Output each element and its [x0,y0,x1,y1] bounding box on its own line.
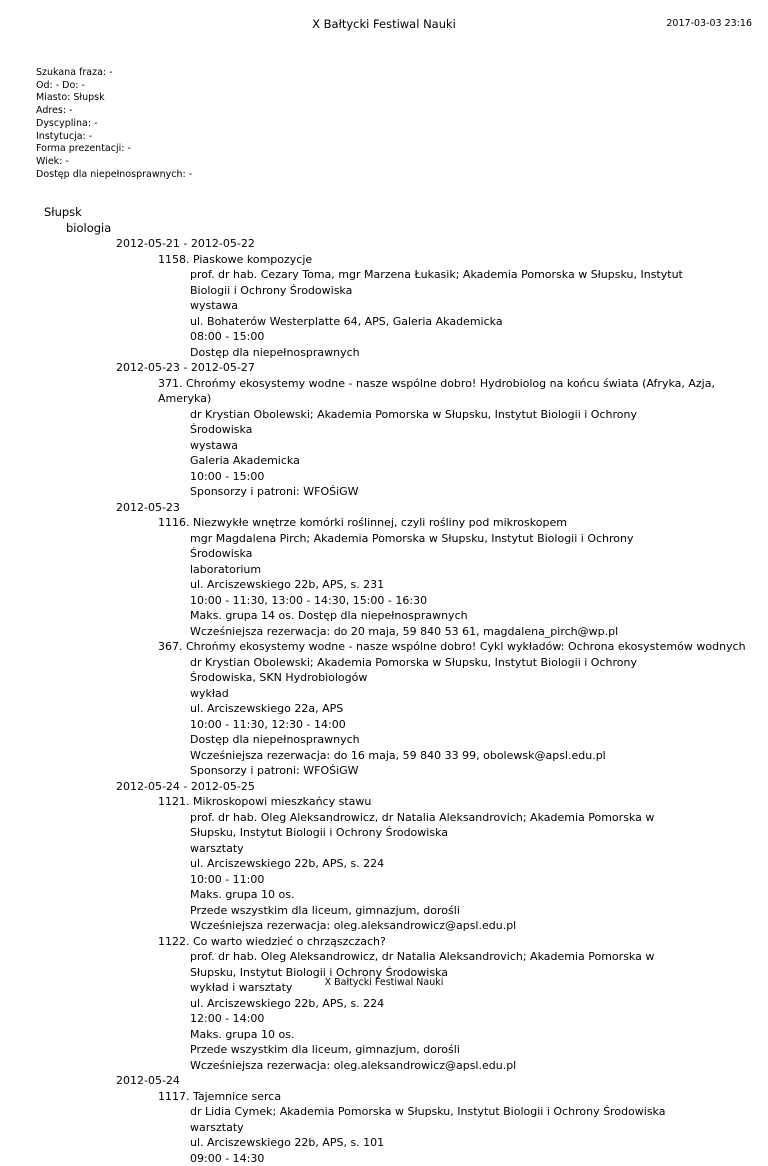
criteria-line: Instytucja: - [36,131,192,144]
event-detail: prof. dr hab. Oleg Aleksandrowicz, dr Natalia Aleksandrovich; Akademia Pomorska w Słupsku, Instytut Biologii i Ochrony Środowiska [0,810,768,841]
event-title: 371. Chrońmy ekosystemy wodne - nasze wspólne dobro! Hydrobiolog na końcu świata (Afryka, Azja, Ameryka) [0,376,768,407]
event-title: 1121. Mikroskopowi mieszkańcy stawu [0,794,768,810]
event-title: 1122. Co warto wiedzieć o chrząszczach? [0,934,768,950]
event-detail: Sponsorzy i patroni: WFOŚiGW [0,484,768,500]
event-title: 1116. Niezwykłe wnętrze komórki roślinnej, czyli rośliny pod mikroskopem [0,515,768,531]
event-detail: ul. Arciszewskiego 22a, APS [0,701,768,717]
event-title: 1117. Tajemnice serca [0,1089,768,1105]
event-detail: laboratorium [0,562,768,578]
criteria-line: Szukana fraza: - [36,67,192,80]
criteria-line: Forma prezentacji: - [36,143,192,156]
criteria-line: Wiek: - [36,156,192,169]
event-detail: 09:00 - 14:30 [0,1151,768,1166]
page-title: X Bałtycki Festiwal Nauki [0,17,768,31]
event-detail: Przede wszystkim dla liceum, gimnazjum, dorośli [0,1042,768,1058]
city-heading: Słupsk [0,204,768,220]
criteria-line: Adres: - [36,105,192,118]
event-title: 367. Chrońmy ekosystemy wodne - nasze wspólne dobro! Cykl wykładów: Ochrona ekosystemów wodnych [0,639,768,655]
date-range: 2012-05-24 - 2012-05-25 [0,779,768,795]
event-detail: dr Krystian Obolewski; Akademia Pomorska w Słupsku, Instytut Biologii i Ochrony Środowiska, SKN Hydrobiologów [0,655,768,686]
event-detail: Sponsorzy i patroni: WFOŚiGW [0,763,768,779]
criteria-line: Dostęp dla niepełnosprawnych: - [36,169,192,182]
event-detail: Wcześniejsza rezerwacja: do 20 maja, 59 840 53 61, magdalena_pirch@wp.pl [0,624,768,640]
event-detail: Wcześniejsza rezerwacja: oleg.aleksandrowicz@apsl.edu.pl [0,1058,768,1074]
event-detail: 10:00 - 11:30, 12:30 - 14:00 [0,717,768,733]
event-detail: 12:00 - 14:00 [0,1011,768,1027]
event-detail: warsztaty [0,1120,768,1136]
generated-timestamp: 2017-03-03 23:16 [666,18,752,29]
search-results [0,204,768,1166]
event-detail: Wcześniejsza rezerwacja: oleg.aleksandrowicz@apsl.edu.pl [0,918,768,934]
event-detail: Dostęp dla niepełnosprawnych [0,732,768,748]
discipline-heading: biologia [0,220,768,236]
date-range: 2012-05-23 [0,500,768,516]
event-detail: ul. Arciszewskiego 22b, APS, s. 224 [0,856,768,872]
event-detail: wystawa [0,298,768,314]
criteria-line: Miasto: Słupsk [36,92,192,105]
event-detail: Wcześniejsza rezerwacja: do 16 maja, 59 840 33 99, obolewsk@apsl.edu.pl [0,748,768,764]
event-detail: wystawa [0,438,768,454]
event-detail: ul. Arciszewskiego 22b, APS, s. 231 [0,577,768,593]
event-detail: dr Krystian Obolewski; Akademia Pomorska w Słupsku, Instytut Biologii i Ochrony Środowiska [0,407,768,438]
event-detail: wykład [0,686,768,702]
event-title: 1158. Piaskowe kompozycje [0,252,768,268]
search-criteria [36,67,192,181]
criteria-line: Od: - Do: - [36,80,192,93]
event-detail: Maks. grupa 10 os. [0,887,768,903]
date-range: 2012-05-21 - 2012-05-22 [0,236,768,252]
event-detail: Maks. grupa 14 os. Dostęp dla niepełnosprawnych [0,608,768,624]
event-detail: 10:00 - 11:00 [0,872,768,888]
event-detail: warsztaty [0,841,768,857]
event-detail: prof. dr hab. Cezary Toma, mgr Marzena Łukasik; Akademia Pomorska w Słupsku, Instytut Biologii i Ochrony Środowiska [0,267,768,298]
event-detail: dr Lidia Cymek; Akademia Pomorska w Słupsku, Instytut Biologii i Ochrony Środowiska [0,1104,768,1120]
date-range: 2012-05-24 [0,1073,768,1089]
date-range: 2012-05-23 - 2012-05-27 [0,360,768,376]
event-detail: ul. Arciszewskiego 22b, APS, s. 224 [0,996,768,1012]
event-detail: 10:00 - 15:00 [0,469,768,485]
event-detail: mgr Magdalena Pirch; Akademia Pomorska w Słupsku, Instytut Biologii i Ochrony Środowiska [0,531,768,562]
event-detail: ul. Arciszewskiego 22b, APS, s. 101 [0,1135,768,1151]
event-detail: 10:00 - 11:30, 13:00 - 14:30, 15:00 - 16:30 [0,593,768,609]
event-detail: Maks. grupa 10 os. [0,1027,768,1043]
event-detail: Galeria Akademicka [0,453,768,469]
event-detail: wykład i warsztaty [0,980,768,996]
criteria-line: Dyscyplina: - [36,118,192,131]
page-footer: X Bałtycki Festiwal Nauki [0,977,768,988]
event-groups [0,236,768,1166]
event-detail: Przede wszystkim dla liceum, gimnazjum, dorośli [0,903,768,919]
event-detail: prof. dr hab. Oleg Aleksandrowicz, dr Natalia Aleksandrovich; Akademia Pomorska w Słupsku, Instytut Biologii i Ochrony Środowiska [0,949,768,980]
event-detail: ul. Bohaterów Westerplatte 64, APS, Galeria Akademicka [0,314,768,330]
event-detail: 08:00 - 15:00 [0,329,768,345]
event-detail: Dostęp dla niepełnosprawnych [0,345,768,361]
